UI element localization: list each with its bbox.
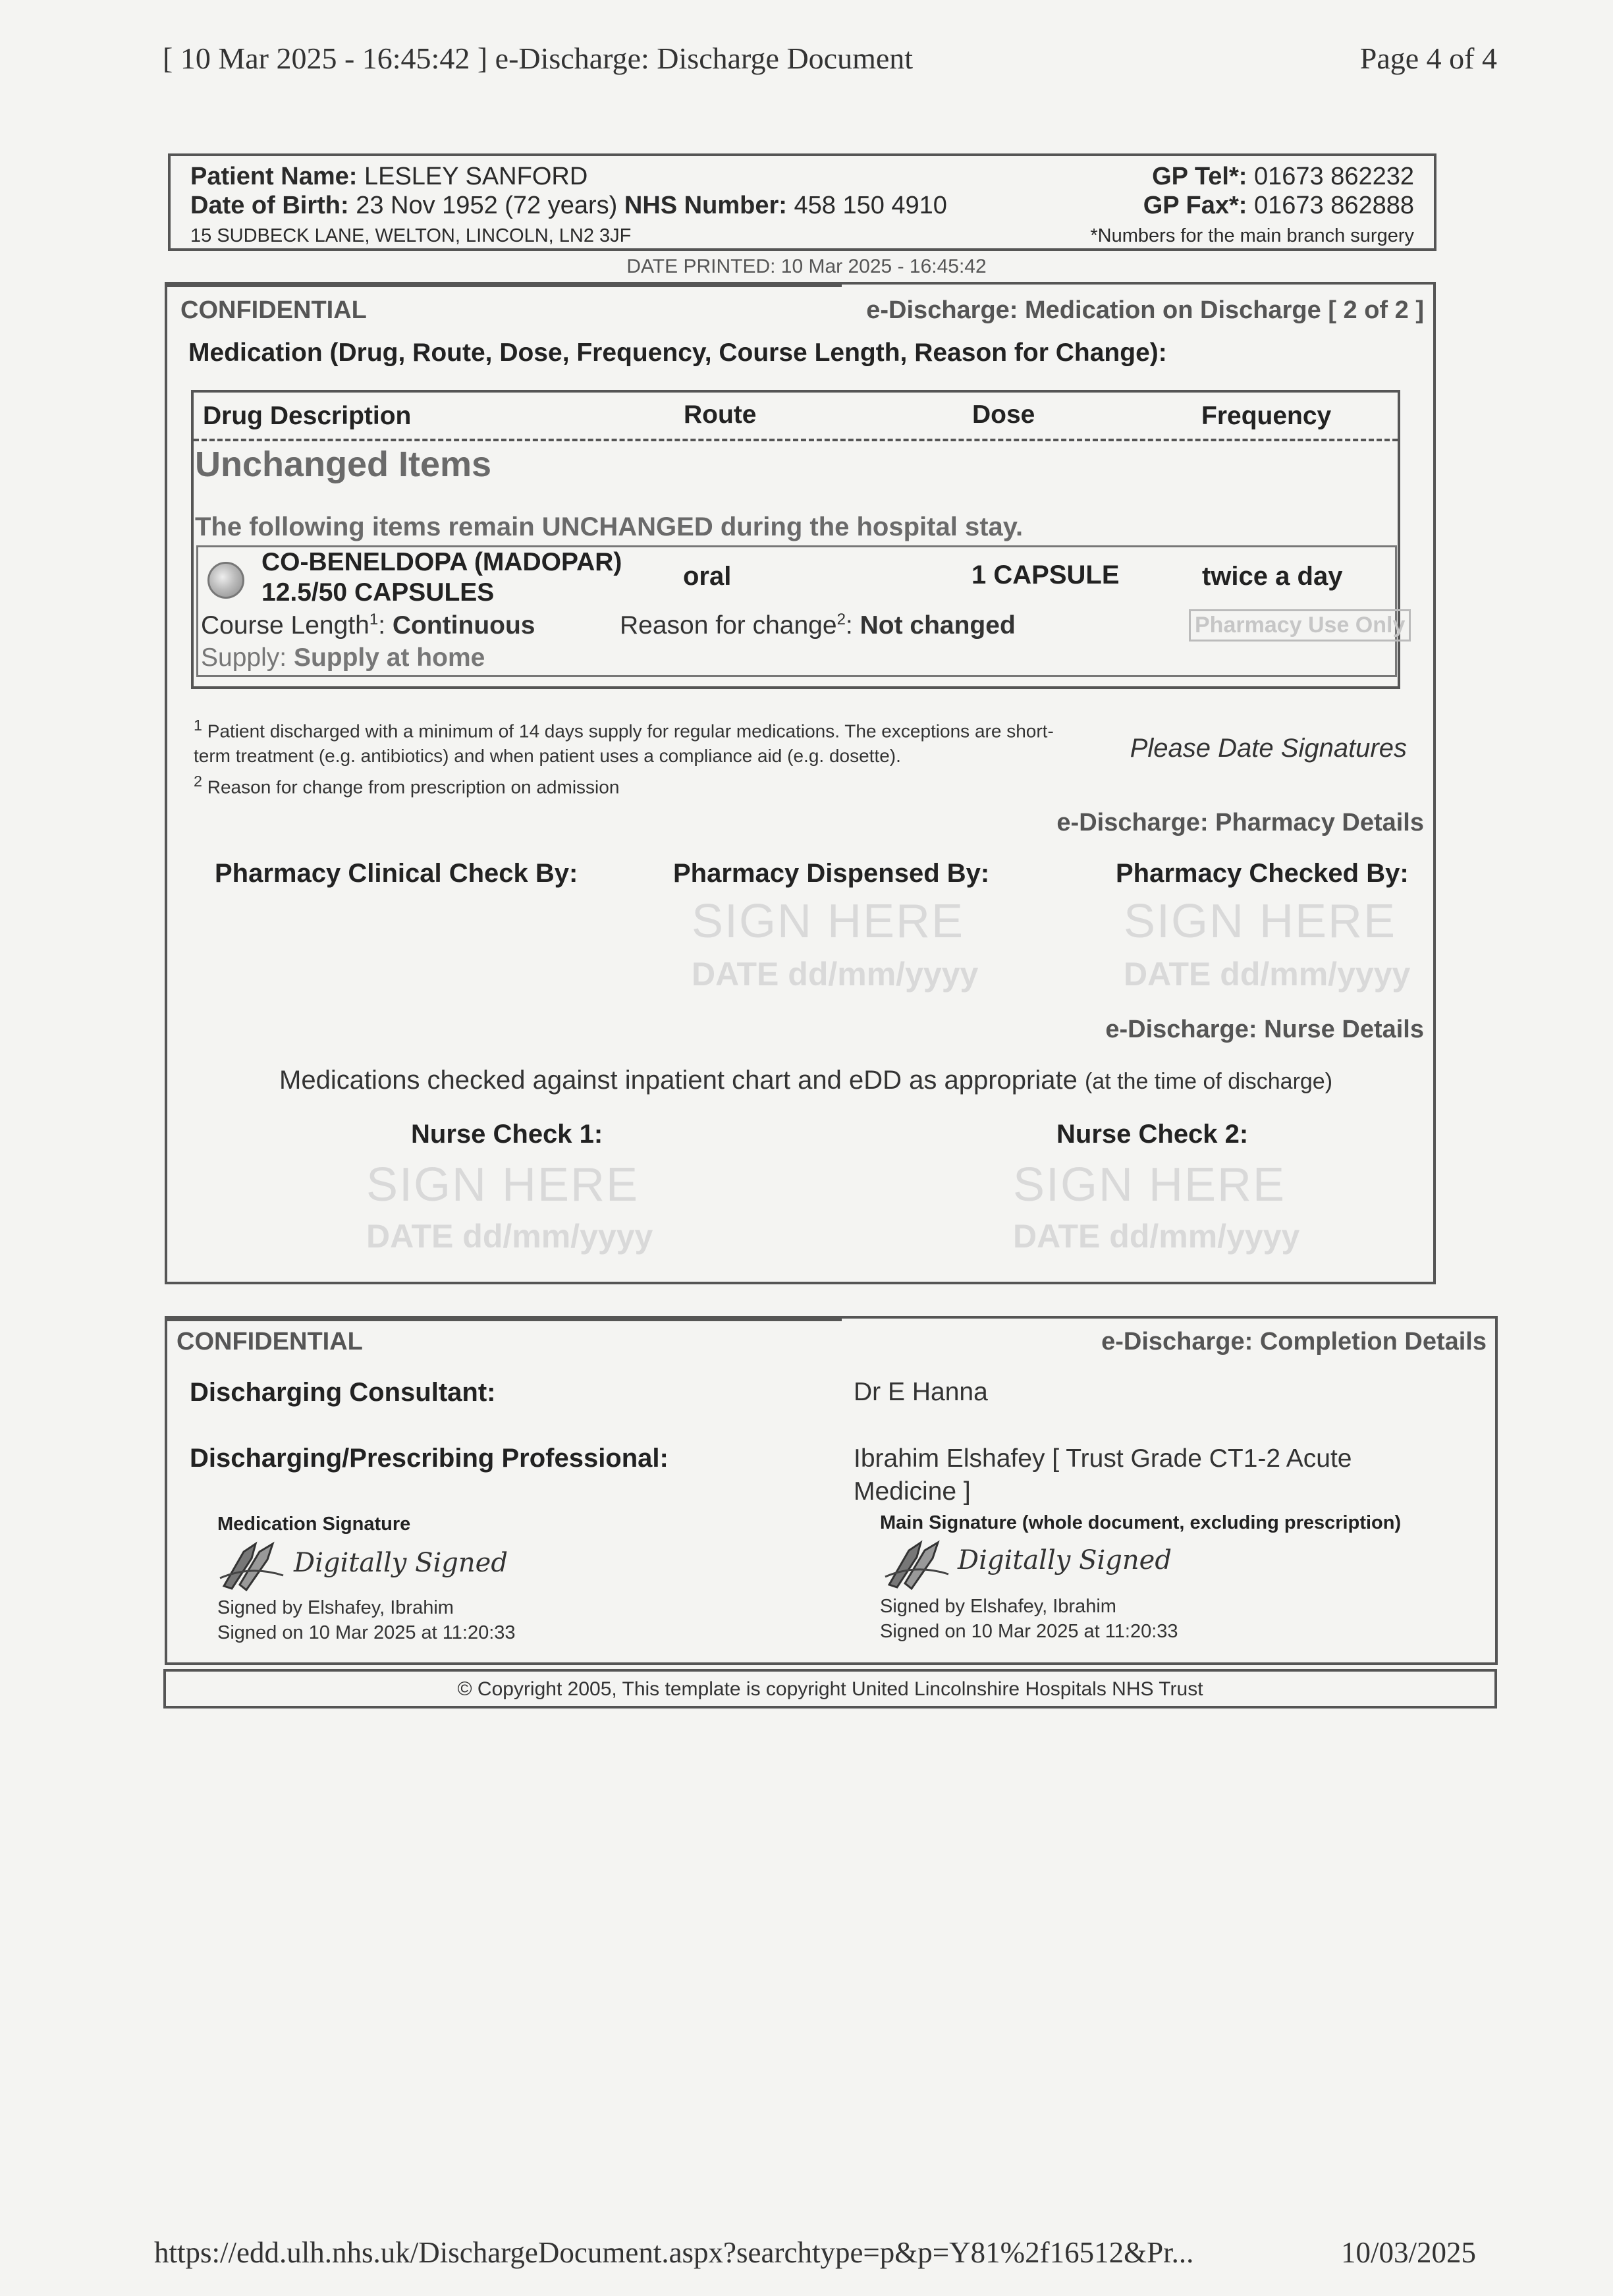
course-length-label: Course Length: [201, 611, 369, 640]
digitally-signed-main: Digitally Signed: [958, 1545, 1172, 1575]
pharmacy-use-only-stamp: Pharmacy Use Only: [1189, 609, 1411, 642]
patient-dob-row: [190, 192, 947, 219]
main-signature-details: [880, 1594, 1178, 1644]
medication-signature-title: Medication Signature: [217, 1514, 411, 1535]
col-drug-description: Drug Description: [203, 402, 412, 430]
unchanged-items-note: The following items remain UNCHANGED during the hospital stay.: [195, 512, 1024, 541]
medication-signed-by: Signed by Elshafey, Ibrahim: [217, 1597, 454, 1618]
discharging-professional-label: Discharging/Prescribing Professional:: [190, 1444, 669, 1473]
patient-name: LESLEY SANFORD: [364, 163, 588, 190]
reason-value: Not changed: [860, 611, 1016, 640]
footer-date: 10/03/2025: [1341, 2236, 1477, 2269]
footnote-2: [194, 769, 1054, 800]
nhs-number: 458 150 4910: [794, 192, 947, 219]
unchanged-status-icon: [207, 562, 244, 599]
footnote-1-sup: 1: [194, 717, 202, 734]
main-signed-by: Signed by Elshafey, Ibrahim: [880, 1596, 1116, 1617]
completion-confidential-label: CONFIDENTIAL: [177, 1328, 363, 1355]
medication-item: [196, 545, 1406, 677]
nurse-check-2-label: Nurse Check 2:: [1056, 1120, 1249, 1149]
nurse-statement-text: Medications checked against inpatient chart and eDD as appropriate: [279, 1066, 1078, 1095]
pharmacy-details-heading: e-Discharge: Pharmacy Details: [1056, 809, 1424, 836]
discharging-professional: [854, 1442, 1352, 1508]
reason-label: Reason for change: [620, 611, 837, 640]
professional-line1: Ibrahim Elshafey [ Trust Grade CT1-2 Acute: [854, 1444, 1352, 1473]
course-length: Course Length$^1$: Continuous: [201, 611, 535, 640]
pharmacy-dispensed-label: Pharmacy Dispensed By:: [673, 859, 990, 888]
table-header-divider: [194, 439, 1398, 441]
gp-fax: 01673 862888: [1253, 192, 1414, 219]
course-length-sup: 1: [369, 611, 379, 628]
patient-details-box: [168, 153, 1436, 251]
footnote-1-line1: Patient discharged with a minimum of 14 days supply for regular medications. The exceptions are short-: [207, 721, 1054, 742]
please-date-signatures: Please Date Signatures: [1130, 734, 1407, 763]
patient-name-row: [190, 163, 588, 190]
main-signature-title: Main Signature (whole document, excluding prescription): [880, 1512, 1402, 1533]
dispensed-date-field[interactable]: DATE dd/mm/yyyy: [692, 956, 979, 993]
nurse-2-sign-here[interactable]: SIGN HERE: [1013, 1159, 1286, 1211]
pharmacy-checked-label: Pharmacy Checked By:: [1116, 859, 1409, 888]
drug-dose: 1 CAPSULE: [971, 560, 1120, 589]
col-frequency: Frequency: [1201, 402, 1332, 430]
digitally-signed-medication: Digitally Signed: [294, 1548, 508, 1578]
medication-section-frame: [165, 282, 1436, 1284]
nurse-1-date-field[interactable]: DATE dd/mm/yyyy: [366, 1218, 653, 1255]
pharmacy-clinical-check-label: Pharmacy Clinical Check By:: [215, 859, 578, 888]
professional-line2: Medicine ]: [854, 1477, 971, 1506]
pen-nib-icon: [217, 1539, 290, 1591]
footnote-2-text: Reason for change from prescription on admission: [207, 777, 620, 798]
drug-frequency: twice a day: [1202, 562, 1343, 591]
patient-address: 15 SUDBECK LANE, WELTON, LINCOLN, LN2 3JF: [190, 225, 632, 246]
page-number: Page 4 of 4: [1359, 41, 1497, 75]
gp-tel: 01673 862232: [1253, 163, 1414, 190]
gp-fax-row: [1143, 192, 1414, 219]
col-route: Route: [684, 400, 757, 429]
dob-value: 23 Nov 1952 (72 years): [356, 192, 618, 219]
main-signed-on: Signed on 10 Mar 2025 at 11:20:33: [880, 1621, 1178, 1642]
date-printed: DATE PRINTED: 10 Mar 2025 - 16:45:42: [626, 256, 987, 277]
unchanged-items-title: Unchanged Items: [195, 445, 492, 484]
dispensed-sign-here[interactable]: SIGN HERE: [692, 895, 965, 948]
supply: [201, 643, 485, 672]
nurse-2-date-field[interactable]: DATE dd/mm/yyyy: [1013, 1218, 1300, 1255]
copyright-text: © Copyright 2005, This template is copyright United Lincolnshire Hospitals NHS Trust: [457, 1678, 1203, 1700]
nurse-check-1-label: Nurse Check 1:: [411, 1120, 603, 1149]
supply-value: Supply at home: [293, 643, 485, 672]
discharging-consultant-label: Discharging Consultant:: [190, 1378, 496, 1407]
completion-heading: e-Discharge: Completion Details: [1101, 1328, 1487, 1355]
footer-url: https://edd.ulh.nhs.uk/DischargeDocument.aspx?searchtype=p&p=Y81%2f16512&Pr...: [154, 2236, 1194, 2269]
reason-for-change: Reason for change$^2$: Not changed: [620, 611, 1016, 640]
footnotes: [194, 713, 1054, 800]
reason-sup: 2: [836, 611, 846, 628]
drug-name: [261, 547, 622, 608]
footnote-1-line2: term treatment (e.g. antibiotics) and when patient uses a compliance aid (e.g. dosette).: [194, 746, 901, 767]
medication-subheading: Medication (Drug, Route, Dose, Frequency, Course Length, Reason for Change):: [188, 339, 1167, 367]
medication-table: [191, 390, 1406, 689]
footnote-2-sup: 2: [194, 773, 202, 790]
gp-fax-label: GP Fax*:: [1143, 192, 1247, 219]
nurse-statement-note: (at the time of discharge): [1084, 1069, 1333, 1094]
gp-note: *Numbers for the main branch surgery: [1090, 225, 1414, 246]
course-length-value: Continuous: [392, 611, 535, 640]
drug-route: oral: [683, 562, 732, 591]
drug-name-line1: CO-BENELDOPA (MADOPAR): [261, 548, 622, 576]
gp-tel-label: GP Tel*:: [1152, 163, 1247, 190]
col-dose: Dose: [972, 400, 1035, 429]
supply-label: Supply:: [201, 643, 287, 672]
pen-nib-icon: [883, 1537, 955, 1590]
medication-signed-on: Signed on 10 Mar 2025 at 11:20:33: [217, 1622, 516, 1643]
medication-section-heading: e-Discharge: Medication on Discharge [ 2 of 2 ]: [866, 296, 1424, 324]
patient-name-label: Patient Name:: [190, 163, 358, 190]
copyright-box: [163, 1669, 1497, 1708]
confidential-label: CONFIDENTIAL: [180, 296, 367, 324]
nurse-1-sign-here[interactable]: SIGN HERE: [366, 1159, 640, 1211]
footnote-1: [194, 713, 1054, 744]
gp-tel-row: [1152, 163, 1414, 190]
document-header-title: [ 10 Mar 2025 - 16:45:42 ] e-Discharge: Discharge Document: [163, 41, 914, 75]
discharging-consultant: Dr E Hanna: [854, 1378, 988, 1406]
medication-signature-details: [217, 1595, 516, 1645]
nurse-details-heading: e-Discharge: Nurse Details: [1105, 1016, 1424, 1043]
checked-date-field[interactable]: DATE dd/mm/yyyy: [1124, 956, 1411, 993]
checked-sign-here[interactable]: SIGN HERE: [1124, 895, 1397, 948]
nurse-statement: [279, 1066, 1332, 1095]
dob-label: Date of Birth:: [190, 192, 349, 219]
drug-name-line2: 12.5/50 CAPSULES: [261, 578, 495, 607]
nhs-label: NHS Number:: [624, 192, 787, 219]
